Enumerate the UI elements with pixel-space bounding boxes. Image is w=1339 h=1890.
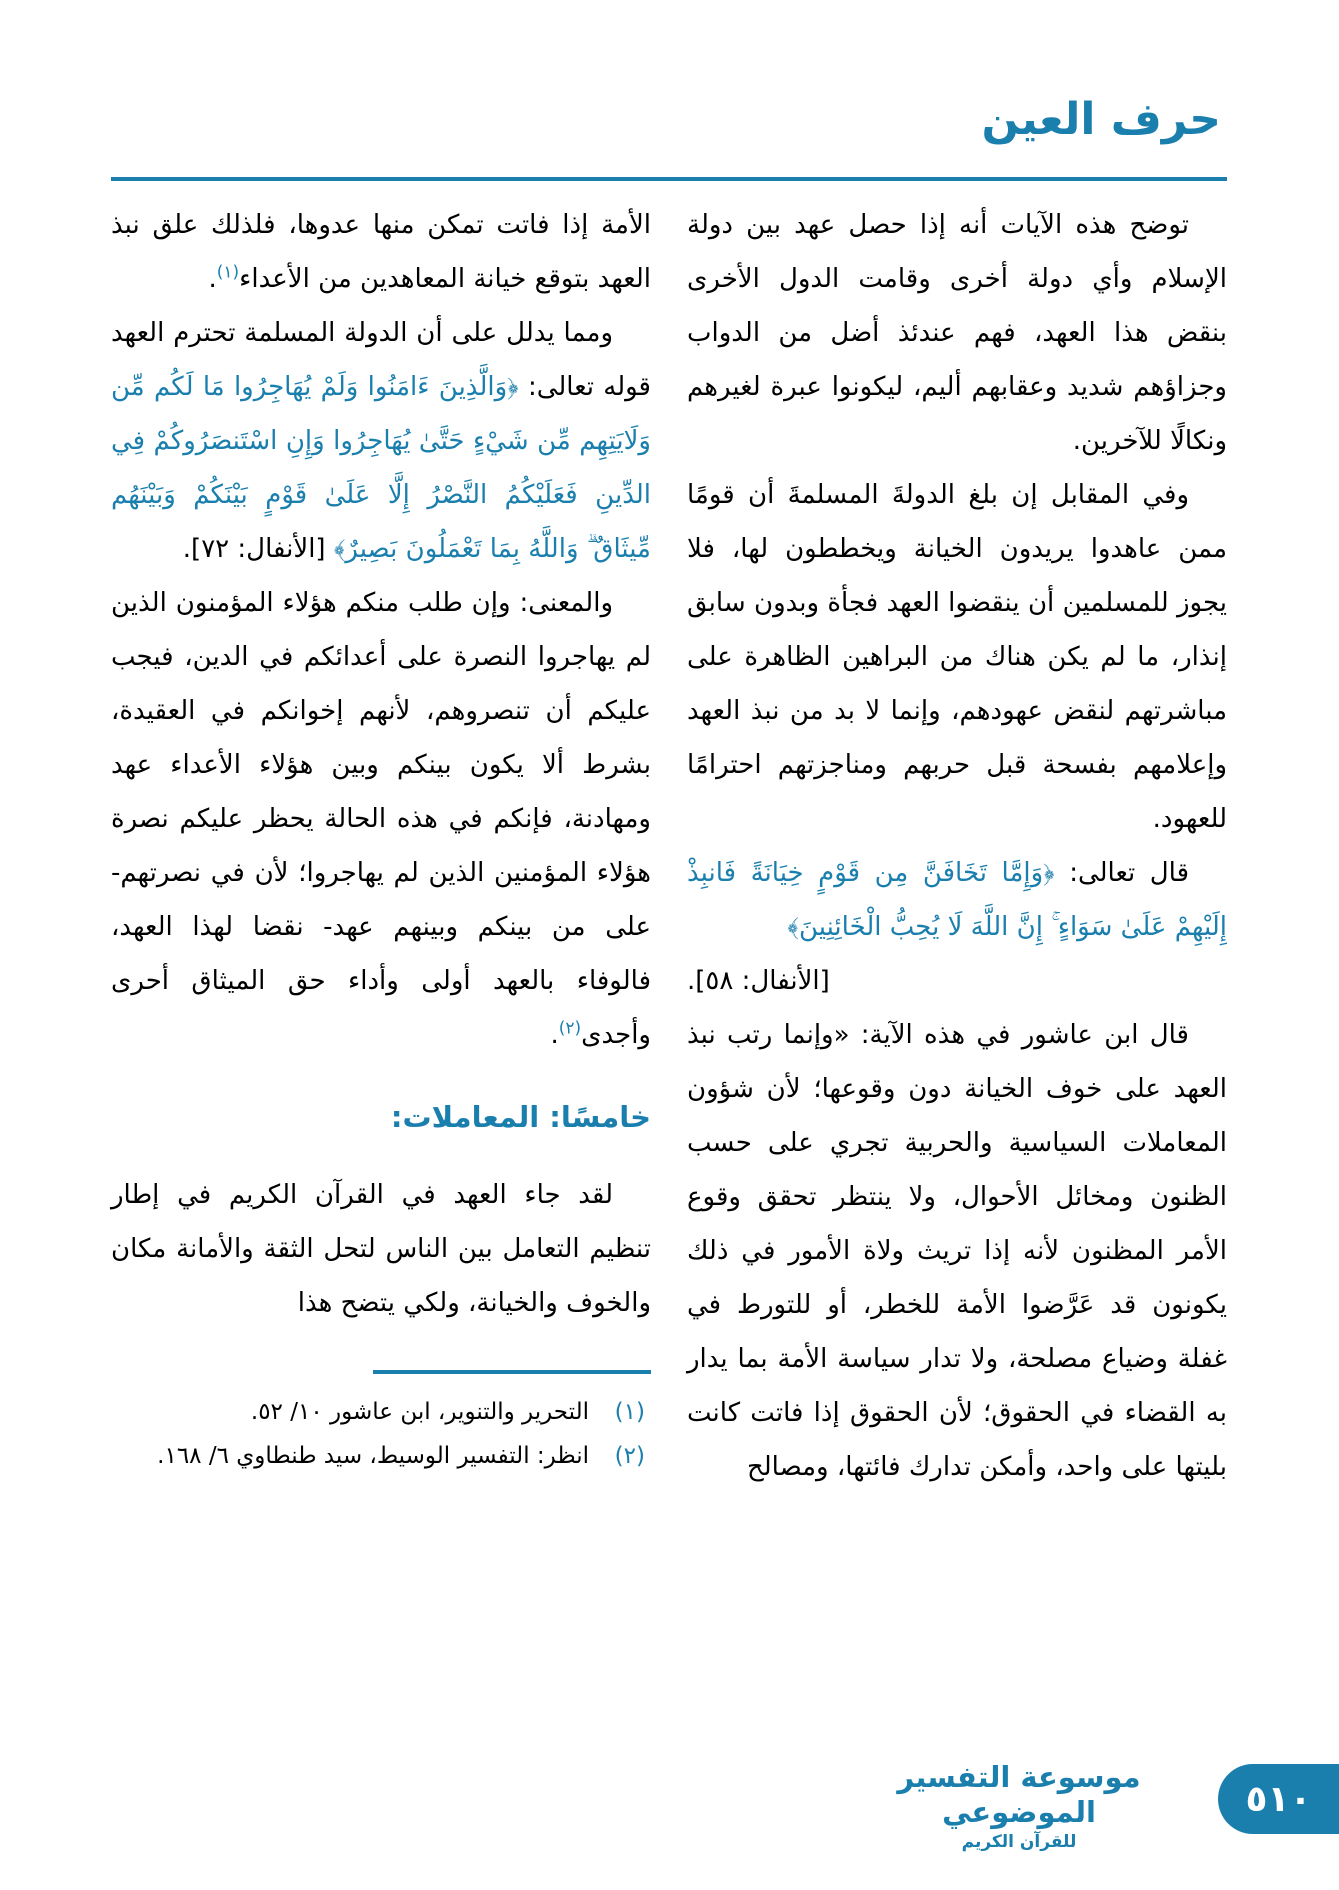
- quote-intro: ومما يدلل على أن الدولة المسلمة تحترم العهد قوله تعالى:: [111, 318, 651, 402]
- paragraph-quran-quote: [111, 306, 651, 576]
- footnote-marker: (٢): [614, 1443, 645, 1469]
- period: .: [550, 1020, 559, 1050]
- footnote-text: انظر: التفسير الوسيط، سيد طنطاوي ٦/ ١٦٨.: [157, 1443, 589, 1469]
- series-subtitle: للقرآن الكريم: [961, 1831, 1077, 1852]
- paragraph-ayat-explanation: توضح هذه الآيات أنه إذا حصل عهد بين دولة الإسلام وأي دولة أخرى وقامت الدول الأخرى بنقض هذا العهد، فهم عندئذ أضل من الدواب وجزاؤهم شديد وعقابهم أليم، ليكونوا عبرة لغيرهم ونكالًا للآخرين.: [687, 210, 1227, 456]
- chapter-header-title: حرف العين: [981, 94, 1221, 145]
- quran-verse-anfal-72: ﴿وَالَّذِينَ ءَامَنُوا وَلَمْ يُهَاجِرُوا مَا لَكُم مِّن وَلَايَتِهِم مِّن شَيْءٍ حَتَّىٰ يُهَاجِرُوا وَإِنِ اسْتَنصَرُوكُمْ فِي الدِّينِ فَعَلَيْكُمُ النَّصْرُ إِلَّا عَلَىٰ قَوْمٍ بَيْنَكُمْ وَبَيْنَهُم مِّيثَاقٌ ۗ وَاللَّهُ بِمَا تَعْمَلُونَ بَصِيرٌ﴾: [111, 372, 651, 564]
- paragraph-quran-quote: [687, 846, 1227, 954]
- paragraph-text: الأمة إذا فاتت تمكن منها عدوها، فلذلك علق نبذ العهد بتوقع خيانة المعاهدين من الأعداء: [111, 210, 651, 294]
- paragraph-text: والمعنى: وإن طلب منكم هؤلاء المؤمنون الذين لم يهاجروا النصرة على أعدائكم في الدين، فيجب عليكم أن تنصروهم، لأنهم إخوانكم في العقيدة، بشرط ألا يكون بينكم وبين هؤلاء الأعداء عهد ومهادنة، فإنكم في هذه الحالة يحظر عليكم نصرة هؤلاء المؤمنين الذين لم يهاجروا؛ لأن في نصرتهم- على من بينكم وبينهم عهد- نقضا لهذا العهد، فالوفاء بالعهد أولى وأداء حق الميثاق أحرى وأجدى: [111, 588, 651, 1050]
- footnote-reference-2: (٢): [558, 1018, 582, 1039]
- footnote-2: [111, 1434, 651, 1478]
- footnote-marker: (١): [614, 1399, 645, 1425]
- quote-intro: قال تعالى:: [1054, 858, 1190, 888]
- column-left: [111, 198, 651, 1494]
- paragraph-muamalat-intro: لقد جاء العهد في القرآن الكريم في إطار تنظيم التعامل بين الناس لتحل الثقة والأمانة مكان والخوف والخيانة، ولكي يتضح هذا: [111, 1180, 651, 1318]
- verse-citation-anfal-72: [الأنفال: ٧٢].: [182, 534, 334, 564]
- footnote-1: [111, 1390, 651, 1434]
- page-number-badge: [1218, 1764, 1339, 1834]
- period: .: [208, 264, 217, 294]
- paragraph-meaning: [111, 576, 651, 1062]
- page-number: ٥١٠: [1245, 1778, 1312, 1820]
- series-emblem: [879, 1760, 1159, 1852]
- footnote-separator-rule: [373, 1370, 651, 1374]
- quran-verse-anfal-58: ﴿وَإِمَّا تَخَافَنَّ مِن قَوْمٍ خِيَانَةً فَانبِذْ إِلَيْهِمْ عَلَىٰ سَوَاءٍ ۚ إِنَّ اللَّهَ لَا يُحِبُّ الْخَائِنِينَ﴾: [687, 858, 1227, 942]
- series-title: موسوعة التفسير الموضوعي: [897, 1760, 1141, 1829]
- footnotes-area: [111, 1370, 651, 1478]
- header-rule: [111, 177, 1227, 181]
- paragraph-continuation: [111, 198, 651, 306]
- section-heading-muamalat: خامسًا: المعاملات:: [390, 1100, 651, 1134]
- verse-citation-anfal-58: [الأنفال: ٥٨].: [687, 966, 830, 996]
- paragraph-counterpart: وفي المقابل إن بلغ الدولةَ المسلمةَ أن قومًا ممن عاهدوا يريدون الخيانة ويخططون لها، فلا يجوز للمسلمين أن ينقضوا العهد فجأة وبدون سابق إنذار، ما لم يكن هناك من البراهين الظاهرة على مباشرتهم لنقض عهودهم، وإنما لا بد من نبذ العهد وإعلامهم بفسحة قبل حربهم ومناجزتهم احترامًا للعهود.: [687, 480, 1227, 834]
- paragraph-ibn-ashur-quote: قال ابن عاشور في هذه الآية: «وإنما رتب نبذ العهد على خوف الخيانة دون وقوعها؛ لأن شؤون المعاملات السياسية والحربية تجري على حسب الظنون ومخائل الأحوال، ولا ينتظر تحقق وقوع الأمر المظنون لأنه إذا تريث ولاة الأمور في ذلك يكونون قد عَرَّضوا الأمة للخطر، أو للتورط في غفلة وضياع مصلحة، ولا تدار سياسة الأمة بما يدار به القضاء في الحقوق؛ لأن الحقوق إذا فاتت كانت بليتها على واحد، وأمكن تدارك فائتها، ومصالح: [687, 1020, 1227, 1482]
- page-body: [111, 198, 1227, 1494]
- footnote-reference-1: (١): [216, 262, 240, 283]
- column-right: [687, 198, 1227, 1494]
- footnote-text: التحرير والتنوير، ابن عاشور ١٠/ ٥٢.: [250, 1399, 589, 1425]
